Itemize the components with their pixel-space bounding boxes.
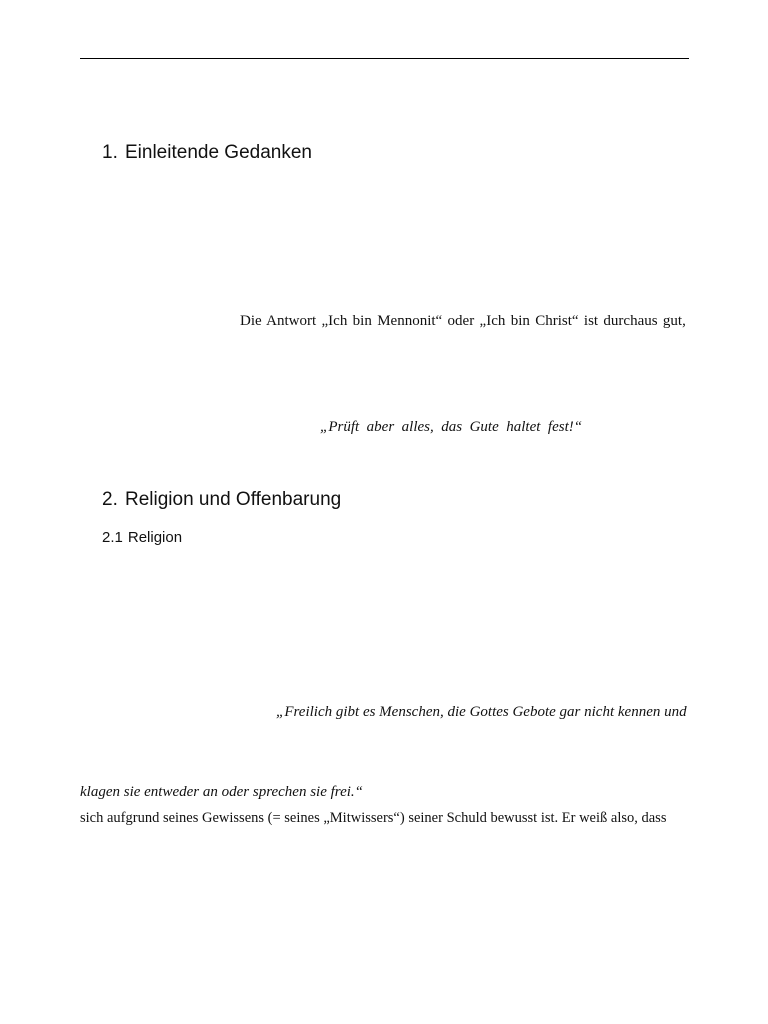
heading-section-2 bbox=[102, 489, 341, 511]
heading-number: 2. bbox=[102, 489, 118, 510]
heading-title: Religion und Offenbarung bbox=[125, 489, 342, 510]
heading-title: Einleitende Gedanken bbox=[125, 142, 312, 163]
heading-section-2-1 bbox=[102, 529, 182, 547]
paragraph-antwort: Die Antwort „Ich bin Mennonit“ oder „Ich bin Christ“ ist durchaus gut, bbox=[240, 313, 686, 329]
subheading-title: Religion bbox=[127, 529, 183, 546]
quote-pruefet: „Prüft aber alles, das Gute haltet fest!“ bbox=[320, 419, 583, 435]
heading-section-1 bbox=[102, 142, 312, 164]
header-rule bbox=[80, 58, 689, 59]
quote-klagen: klagen sie entweder an oder sprechen sie frei.“ bbox=[80, 784, 363, 800]
subheading-number: 2.1 bbox=[102, 529, 123, 546]
paragraph-gewissen: sich aufgrund seines Gewissens (= seines „Mitwissers“) seiner Schuld bewusst ist. Er weiß also, dass bbox=[80, 810, 667, 826]
heading-number: 1. bbox=[102, 142, 118, 163]
quote-freilich: „Freilich gibt es Menschen, die Gottes Gebote gar nicht kennen und bbox=[276, 704, 687, 720]
